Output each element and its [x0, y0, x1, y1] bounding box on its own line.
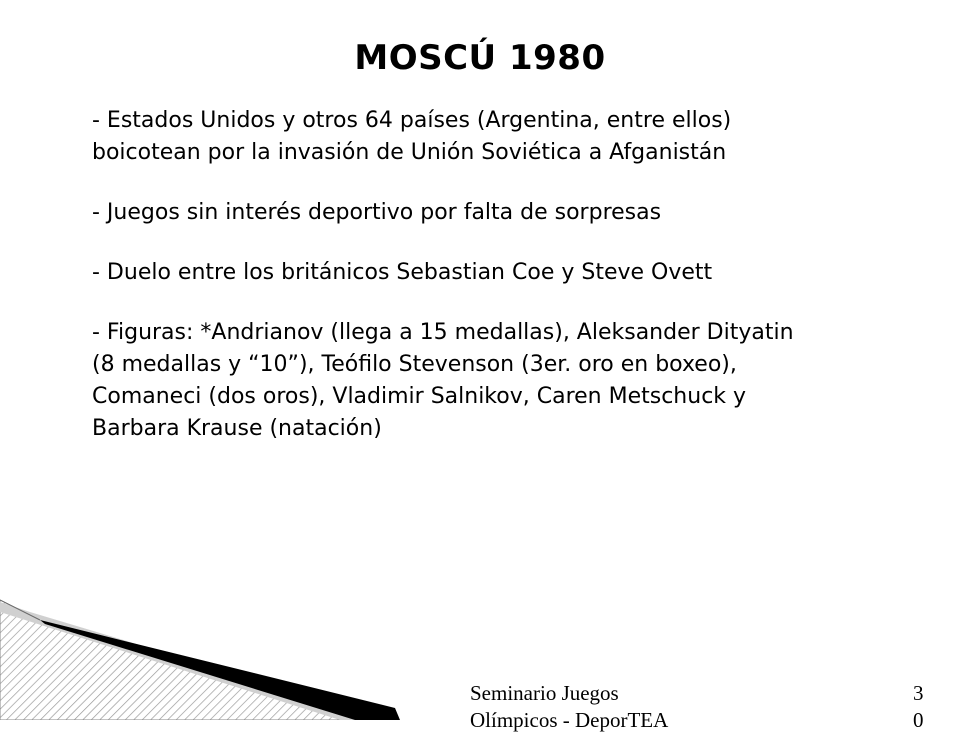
slide-body [92, 105, 892, 473]
text-line: (8 medallas y “10”), Teófilo Stevenson (3er. oro en boxeo), [92, 352, 737, 377]
text-line: boicotean por la invasión de Unión Soviética a Afganistán [92, 140, 727, 165]
bullet-sin-interes [92, 197, 892, 229]
footer-text: Seminario Juegos Olímpicos - DeporTEA [470, 681, 669, 732]
text-line: Barbara Krause (natación) [92, 416, 382, 441]
text-line: Comaneci (dos oros), Vladimir Salnikov, Caren Metschuck y [92, 384, 747, 409]
text-line: - Duelo entre los británicos Sebastian Coe y Steve Ovett [92, 260, 713, 285]
bullet-duelo [92, 257, 892, 289]
bullet-boicot [92, 105, 892, 169]
slide-title: MOSCÚ 1980 [354, 38, 606, 78]
text-line: - Juegos sin interés deportivo por falta de sorpresas [92, 200, 662, 225]
decorative-swoosh [0, 590, 460, 720]
bullet-figuras [92, 317, 892, 445]
text-line: - Estados Unidos y otros 64 países (Argentina, entre ellos) [92, 108, 732, 133]
text-line: - Figuras: *Andrianov (llega a 15 medallas), Aleksander Dityatin [92, 320, 794, 345]
page-number: 30 [913, 681, 924, 732]
